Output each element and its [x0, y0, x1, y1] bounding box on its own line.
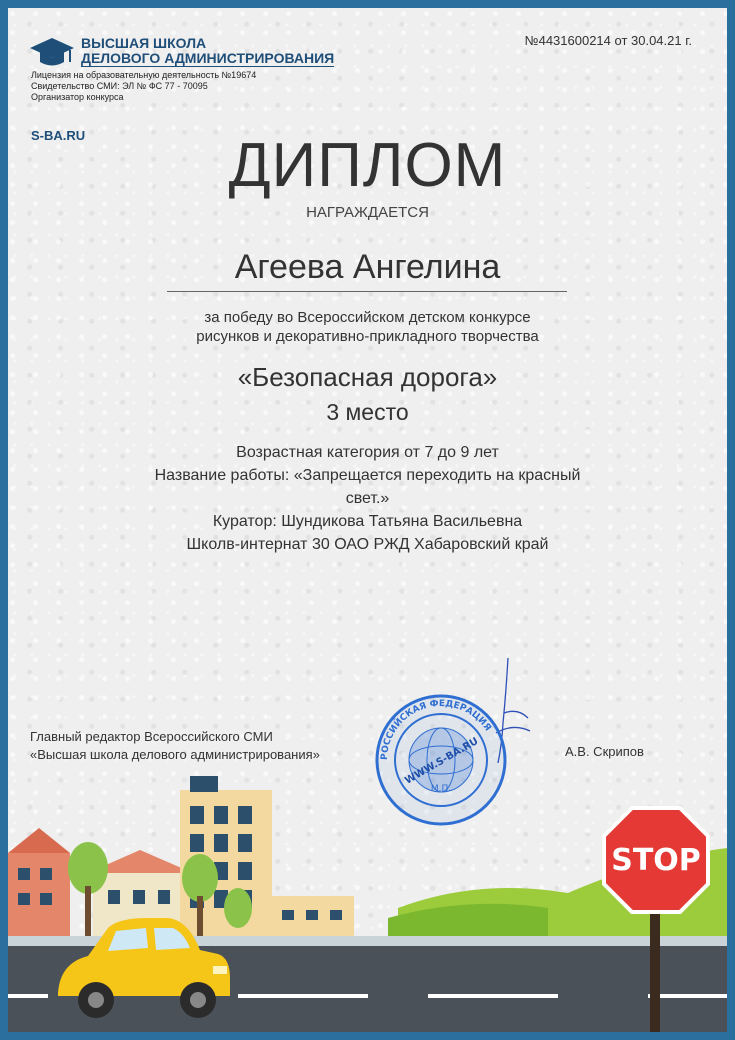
reason-line2: рисунков и декоративно-прикладного творчества — [196, 328, 539, 345]
reason-line1: за победу во Всероссийском детском конкурсе — [204, 309, 531, 326]
place: 3 место — [326, 399, 409, 425]
org-name-line2: ДЕЛОВОГО АДМИНИСТРИРОВАНИЯ — [81, 50, 335, 66]
stamp-mp: М.П. — [430, 784, 452, 794]
license-text: Лицензия на образовательную деятельность №19674 — [31, 70, 257, 80]
signer-name: А.В. Скрипов — [565, 744, 644, 759]
street-illustration — [8, 768, 727, 1032]
site-link[interactable]: S-BA.RU — [31, 128, 86, 143]
organizer-text: Организатор конкурса — [31, 92, 124, 102]
diploma-paper — [8, 8, 727, 1032]
stamp-center-text: WWW.S-BA.RU — [403, 735, 481, 787]
stop-sign-text: STOP — [611, 843, 701, 878]
work-title-line1: Название работы: «Запрещается переходить на красный — [154, 467, 581, 484]
details — [8, 441, 727, 556]
curator: Куратор: Шундикова Татьяна Васильевна — [212, 513, 523, 530]
house-left — [8, 853, 70, 943]
org-name-line1: ВЫСШАЯ ШКОЛА — [81, 35, 207, 51]
recipient-name: Агеева Ангелина — [234, 248, 501, 286]
license-info — [31, 70, 256, 103]
editor-line2: «Высшая школа делового администрирования» — [30, 747, 320, 762]
document-number: №4431600214 от 30.04.21 г. — [524, 33, 692, 48]
stamp-ring-text: РОССИЙСКАЯ ФЕДЕРАЦИЯ — [379, 698, 493, 761]
media-cert-text: Свидетельство СМИ: ЭЛ № ФС 77 - 70095 — [31, 81, 208, 91]
org-name — [81, 36, 334, 67]
name-underline — [167, 291, 567, 292]
graduation-cap-icon — [28, 36, 76, 70]
diploma-title: ДИПЛОМ — [228, 131, 507, 200]
editor-line1: Главный редактор Всероссийского СМИ — [30, 729, 273, 744]
school: Школв-интернат 30 ОАО РЖД Хабаровский край — [186, 536, 549, 553]
work-title-line2: свет.» — [345, 490, 390, 507]
awarded-label: НАГРАЖДАЕТСЯ — [306, 204, 429, 221]
award-reason — [8, 308, 727, 346]
age-category: Возрастная категория от 7 до 9 лет — [236, 444, 499, 461]
contest-name: «Безопасная дорога» — [237, 362, 498, 392]
editor-signature — [30, 728, 320, 764]
